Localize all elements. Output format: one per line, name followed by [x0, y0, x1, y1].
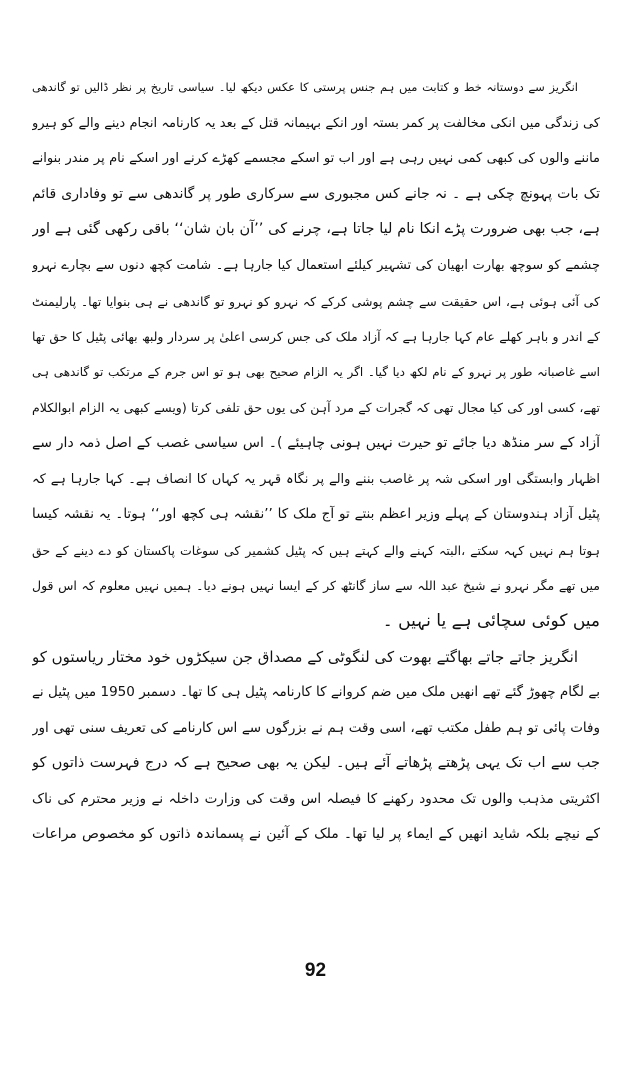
text-line: آزاد کے سر منڈھ دیا جائے تو حیرت نہیں ہونی چاہیئے )۔ اس سیاسی غصب کے اصل ذمہ دار سے: [32, 434, 600, 451]
text-line: کی زندگی میں انکی مخالفت پر کمر بستہ اور انکے بہیمانہ قتل کے بعد یہ کارنامہ انجام دینے والے کو ہیرو: [32, 115, 600, 131]
text-line: کے اندر و باہر کھلے عام کہا جارہا ہے کہ آزاد ملک کی جس کرسی اعلیٰ پر سردار ولبھ بھائی پٹیل کا حق تھا: [32, 329, 600, 345]
text-line: جب سے اب تک یہی پڑھتے پڑھاتے آئے ہیں۔ لیکن یہ بھی صحیح ہے کہ درج فہرست ذاتوں کو: [32, 755, 600, 772]
text-line: اظہار وابستگی اور اسکی شہ پر غاصب بننے والے پر نگاہ قہر یہ کہاں کا انصاف ہے۔ کہا جارہا ہے کہ: [32, 471, 600, 487]
page-number: 92: [304, 960, 327, 981]
text-line: ہے، جب بھی ضرورت پڑے انکا نام لیا جاتا ہے، چرنے کی ’’آن بان شان‘‘ باقی رکھی گئی ہے اور: [32, 221, 600, 238]
text-line: اکثریتی مذہب والوں تک محدود رکھنے کا فیصلہ اس وقت کی وزارت داخلہ نے وزیر محترم کی ناک: [32, 790, 600, 807]
text-line: ہوتا ہم نہیں کہہ سکتے ،البتہ کہنے والے کہتے ہیں کہ پٹیل کشمیر کی سوغات پاکستان کو دے دینے کے حق: [32, 542, 600, 558]
paragraph-1: [32, 70, 600, 640]
text-line: کے نیچے بلکہ شاید انھیں کے ایماء پر لیا تھا۔ ملک کے آئین نے پسماندہ ذاتوں کو مخصوص مراعات: [32, 826, 600, 843]
text-line: انگریز سے دوستانہ خط و کتابت میں ہم جنس پرستی کا عکس دیکھ لیا۔ سیاسی تاریخ پر نظر ڈالیں تو گاندھی: [32, 80, 578, 94]
text-line: ماننے والوں کی کبھی کمی نہیں رہی ہے اور اب تو اسکے مجسمے کھڑے کرنے اور اسکے نام پر مندر بنوانے: [32, 151, 600, 167]
text-line: میں تھے مگر نہرو نے شیخ عبد اللہ سے ساز گانٹھ کر کے ایسا نہیں ہونے دیا۔ ہمیں نہیں معلوم کہ اس قول: [32, 578, 600, 594]
text-line: میں کوئی سچائی ہے یا نہیں ۔: [382, 610, 600, 631]
text-line: اسے غاصبانہ طور پر نہرو کے نام لکھ دیا گیا۔ اگر یہ الزام صحیح بھی ہو تو اس جرم کے مرتکب تو گاندھی ہی: [32, 364, 600, 379]
paragraph-2: [32, 640, 600, 854]
text-line: تک بات پہونچ چکی ہے ۔ نہ جانے کس مجبوری سے سرکاری طور پر گاندھی سے تو وفاداری قائم: [32, 185, 600, 202]
text-line: وفات پائی تو ہم طفل مکتب تھے، اسی وقت ہم نے بزرگوں سے اس کارنامے کی تعریف سنی تھی اور: [32, 719, 600, 736]
text-body: [32, 70, 600, 853]
text-line: بے لگام چھوڑ گئے تھے انھیں ملک میں ضم کروانے کا کارنامہ پٹیل ہی کا تھا۔ دسمبر 1950 میں پٹیل نے: [32, 684, 600, 701]
text-line: انگریز جاتے جاتے بھاگتے بھوت کی لنگوٹی کے مصداق جن سیکڑوں خود مختار ریاستوں کو: [32, 647, 578, 666]
text-line: چشمے کو سوچھ بھارت ابھیان کی تشہیر کیلئے استعمال کیا جارہا ہے۔ شامت کچھ دنوں سے بچارے نہرو: [32, 257, 600, 273]
text-line: کی آئی ہوئی ہے، اس حقیقت سے چشم پوشی کرکے کہ نہرو کو نہرو تو گاندھی نے ہی بنوایا تھا۔ پارلیمنٹ: [32, 293, 600, 309]
text-line: تھے، کسی اور کی کیا مجال تھی کہ گجرات کے مرد آہن کی یوں حق تلفی کرتا (ویسے کبھی یہ الزام ابوالکلام: [32, 400, 600, 416]
text-line: پٹیل آزاد ہندوستان کے پہلے وزیر اعظم بنتے تو آج ملک کا ’’نقشہ ہی کچھ اور‘‘ ہوتا۔ یہ نقشہ کیسا: [32, 506, 600, 523]
